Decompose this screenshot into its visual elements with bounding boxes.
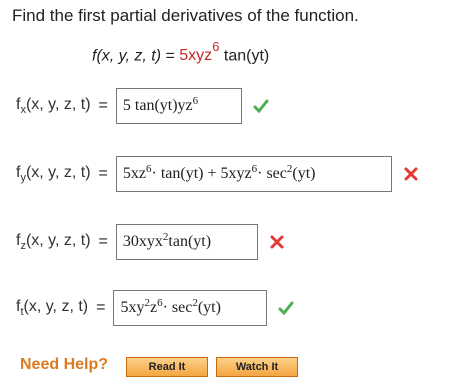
- x-mark-icon: [268, 233, 286, 251]
- watch-it-button[interactable]: Watch It: [216, 357, 298, 377]
- checkmark-icon: [277, 299, 295, 317]
- answer-row-fx: [16, 86, 270, 126]
- answer-box-ft[interactable]: 5xy $^2$ z $^6$ · sec $^2$ (yt): [113, 290, 267, 326]
- answer-box-fz[interactable]: 30xyx $^2$ tan(yt): [116, 224, 258, 260]
- need-help-label: Need Help?: [20, 356, 109, 373]
- partial-label-fy: $f_y(x$, y, z, t): [16, 163, 91, 185]
- equals-sign: =: [98, 165, 108, 182]
- checkmark-icon: [252, 97, 270, 115]
- partial-label-ft: $f_t(x$, y, z, t): [16, 297, 89, 319]
- x-mark-icon: [402, 165, 420, 183]
- function-eq: =: [165, 47, 175, 65]
- answer-box-fy[interactable]: 5xz $^6$ · tan(yt) + 5xyz $^6$ · sec $^2$ (yt): [116, 156, 392, 192]
- equals-sign: =: [96, 299, 106, 316]
- function-rhs: 5xyz$^6$: [179, 39, 220, 65]
- function-definition: [92, 39, 270, 65]
- equals-sign: =: [98, 233, 108, 250]
- function-rhs-tail: tan(yt): [219, 47, 270, 65]
- question-prompt: Find the first partial derivatives of the function.: [12, 6, 359, 25]
- answer-box-fx[interactable]: 5 tan(yt)yz $^6$: [116, 88, 242, 124]
- answer-row-ft: [16, 288, 295, 328]
- partial-label-fz: $f_z(x$, y, z, t): [16, 231, 91, 253]
- equals-sign: =: [98, 97, 108, 114]
- read-it-button[interactable]: Read It: [126, 357, 208, 377]
- answer-row-fz: [16, 222, 286, 262]
- function-lhs: f(x, y, z, t): [92, 47, 162, 65]
- partial-label-fx: $f_x(x$, y, z, t): [16, 95, 91, 117]
- answer-row-fy: [16, 154, 420, 194]
